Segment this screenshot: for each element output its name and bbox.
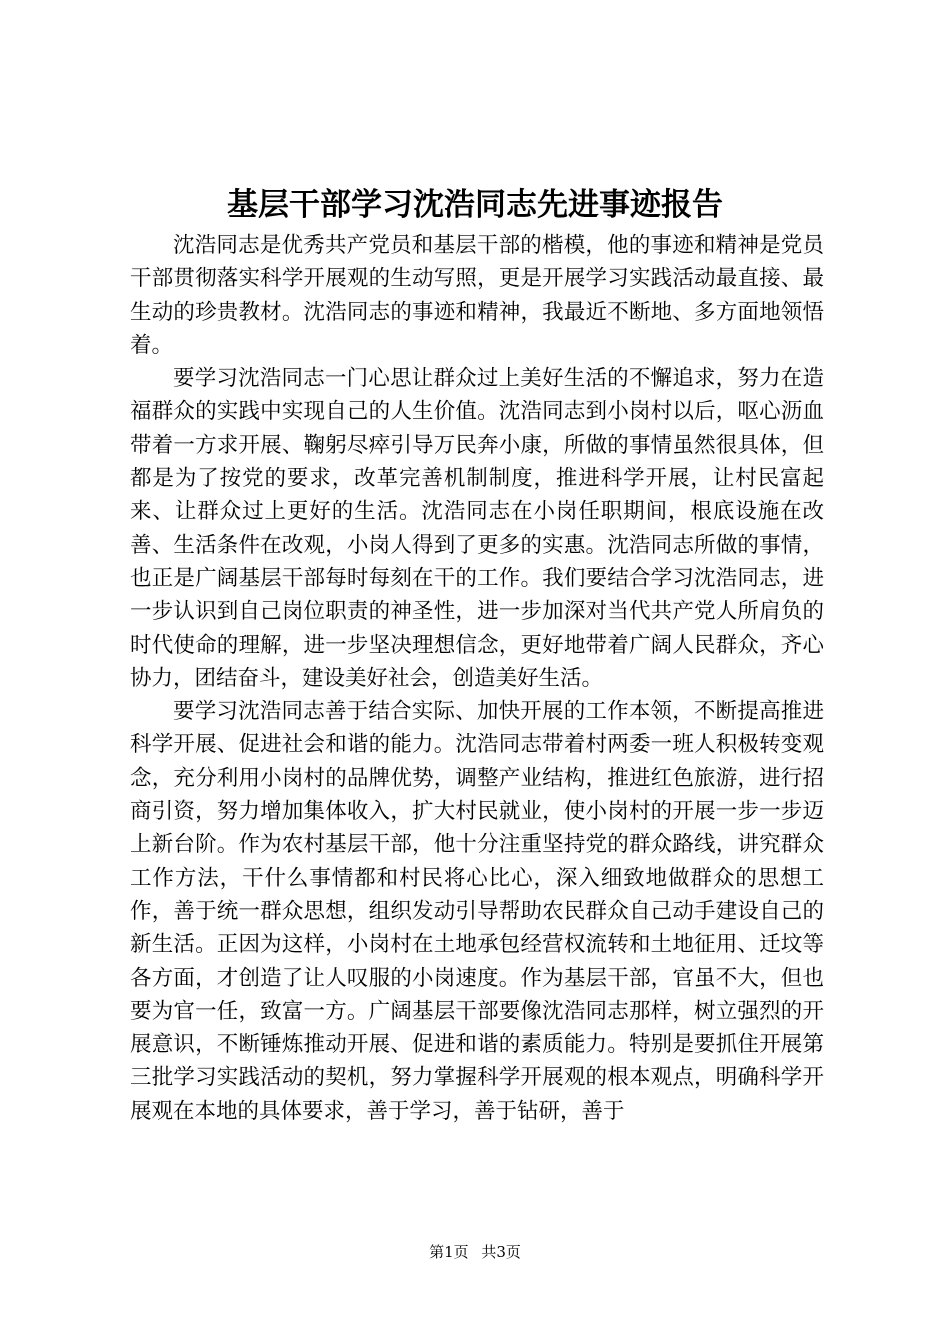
page-number: 第1页 xyxy=(429,1243,469,1261)
document-title: 基层干部学习沈浩同志先进事迹报告 xyxy=(227,187,723,223)
document-body xyxy=(130,229,824,1128)
page-footer xyxy=(0,1241,950,1263)
page-total: 共3页 xyxy=(481,1243,521,1261)
paragraph: 要学习沈浩同志善于结合实际、加快开展的工作本领，不断提高推进科学开展、促进社会和谐的能力。沈浩同志带着村两委一班人积极转变观念，充分利用小岗村的品牌优势，调整产业结构，推进红色旅游，进行招商引资，努力增加集体收入，扩大村民就业，使小岗村的开展一步一步迈上新台阶。作为农村基层干部，他十分注重坚持党的群众路线，讲究群众工作方法，干什么事情都和村民将心比心，深入细致地做群众的思想工作，善于统一群众思想，组织发动引导帮助农民群众自己动手建设自己的新生活。正因为这样，小岗村在土地承包经营权流转和土地征用、迁坟等各方面，才创造了让人叹服的小岗速度。作为基层干部，官虽不大，但也要为官一任，致富一方。广阔基层干部要像沈浩同志那样，树立强烈的开展意识，不断锤炼推动开展、促进和谐的素质能力。特别是要抓住开展第三批学习实践活动的契机，努力掌握科学开展观的根本观点，明确科学开展观在本地的具体要求，善于学习，善于钻研，善于 xyxy=(130,699,824,1124)
paragraph: 要学习沈浩同志一门心思让群众过上美好生活的不懈追求，努力在造福群众的实践中实现自己的人生价值。沈浩同志到小岗村以后，呕心沥血带着一方求开展、鞠躬尽瘁引导万民奔小康，所做的事情虽然很具体，但都是为了按党的要求，改革完善机制制度，推进科学开展，让村民富起来、让群众过上更好的生活。沈浩同志在小岗任职期间，根底设施在改善、生活条件在改观，小岗人得到了更多的实惠。沈浩同志所做的事情，也正是广阔基层干部每时每刻在干的工作。我们要结合学习沈浩同志，进一步认识到自己岗位职责的神圣性，进一步加深对当代共产党人所肩负的时代使命的理解，进一步坚决理想信念，更好地带着广阔人民群众，齐心协力，团结奋斗，建设美好社会，创造美好生活。 xyxy=(130,366,824,691)
paragraph: 沈浩同志是优秀共产党员和基层干部的楷模，他的事迹和精神是党员干部贯彻落实科学开展观的生动写照，更是开展学习实践活动最直接、最生动的珍贵教材。沈浩同志的事迹和精神，我最近不断地、多方面地领悟着。 xyxy=(130,233,824,358)
